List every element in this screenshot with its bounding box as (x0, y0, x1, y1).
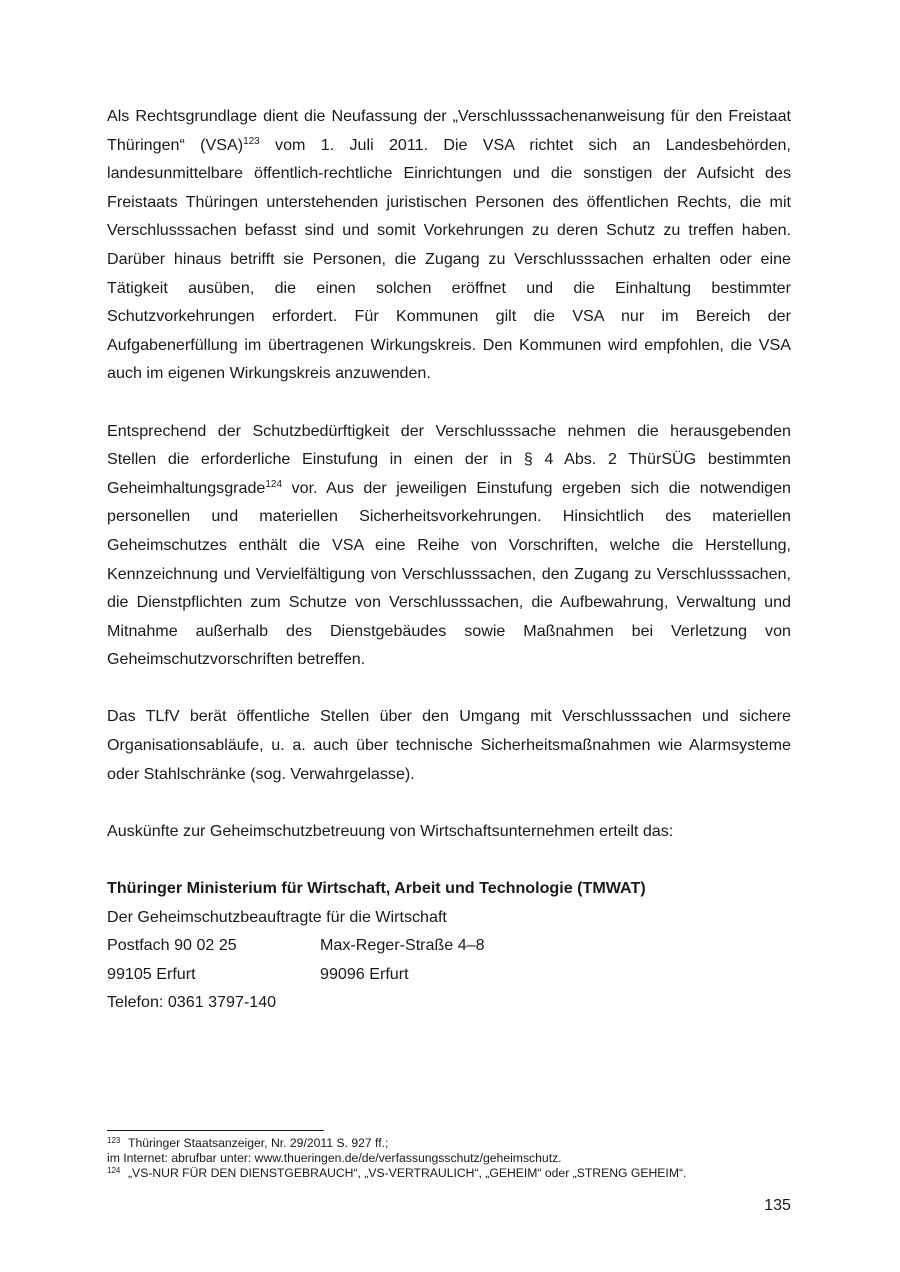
page-body (107, 102, 791, 1017)
page-number: 135 (764, 1196, 791, 1214)
address-department: Der Geheimschutzbeauftragte für die Wirtschaft (107, 907, 447, 926)
paragraph-classification (107, 417, 791, 674)
address-row (107, 931, 791, 960)
paragraph-info-intro: Auskünfte zur Geheimschutzbetreuung von Wirtschaftsunternehmen erteilt das: (107, 821, 674, 840)
footnote-text: „VS-NUR FÜR DEN DIENSTGEBRAUCH“, „VS-VERTRAULICH“, „GEHEIM“ oder „STRENG GEHEIM“. (128, 1166, 687, 1180)
address-organization: Thüringer Ministerium für Wirtschaft, Arbeit und Technologie (TMWAT) (107, 879, 646, 898)
paragraph-spacer (107, 788, 791, 817)
paragraph-spacer (107, 674, 791, 703)
address-po-city: 99105 Erfurt (107, 964, 196, 983)
paragraph-legal-basis (107, 102, 791, 388)
footnote-123: 123 Thüringer Staatsanzeiger, Nr. 29/2011 S. 927 ff.; (107, 1136, 389, 1150)
paragraph-text: vor. Aus der jeweiligen Einstufung ergeben sich die notwendigen personellen und materiellen Sicherheitsvorkehrungen. Hinsichtlich des materiellen Geheimschutzes enthält die VSA eine Reihe von Vorschriften, welche die Herstellung, Kennzeichnung und Vervielfältigung von Verschlusssachen, den Zugang zu Verschlusssachen, die Dienstpflichten zum Schutze von Verschlusssachen, die Aufbewahrung, Verwaltung und Mitnahme außerhalb des Dienstgebäudes sowie Maßnahmen bei Verletzung von Geheimschutzvorschriften betreffen. (107, 478, 791, 669)
footnote-text: Thüringer Staatsanzeiger, Nr. 29/2011 S. 927 ff.; (128, 1136, 389, 1150)
footnote-reference[interactable]: 123 (243, 135, 260, 147)
address-street-city: 99096 Erfurt (320, 964, 409, 983)
paragraph-spacer (107, 388, 791, 417)
paragraph-spacer (107, 845, 791, 874)
address-street: Max-Reger-Straße 4–8 (320, 936, 485, 955)
paragraph-text: Als Rechtsgrundlage dient die Neufassung der „Verschlusssachenanweisung für den Freistaat Thüringen“ (VSA) (107, 107, 791, 154)
paragraph-tlfv-advice: Das TLfV berät öffentliche Stellen über den Umgang mit Verschlusssachen und sichere Organisationsabläufe, u. a. auch über technische Sicherheitsmaßnahmen wie Alarmsysteme oder Stahlschränke (sog. Verwahrgelasse). (107, 707, 791, 783)
footnote-124: 124 „VS-NUR FÜR DEN DIENSTGEBRAUCH“, „VS-VERTRAULICH“, „GEHEIM“ oder „STRENG GEHEIM“. (107, 1166, 687, 1180)
address-po-box: Postfach 90 02 25 (107, 936, 237, 955)
footnote-123-continuation (107, 1151, 791, 1166)
footnote-divider (107, 1130, 324, 1131)
contact-address (107, 874, 791, 1017)
paragraph-text: Entsprechend der Schutzbedürftigkeit der Verschlusssache nehmen die herausgebenden Stellen die erforderliche Einstufung in einen der in § 4 Abs. 2 ThürSÜG bestimmten Geheimhaltungsgrade (107, 421, 791, 497)
address-phone: Telefon: 0361 3797-140 (107, 993, 277, 1012)
footnote-reference[interactable]: 124 (265, 478, 283, 490)
paragraph-text: vom 1. Juli 2011. Die VSA richtet sich an Landesbehörden, landesunmittelbare öffentlich-rechtliche Einrichtungen und die sonstigen der Aufsicht des Freistaats Thüringen unterstehenden juristischen Personen des öffentlichen Rechts, die mit Verschlusssachen befasst sind und somit Vorkehrungen zu deren Schutz zu treffen haben. Darüber hinaus betrifft sie Personen, die Zugang zu Verschlusssachen erhalten oder eine Tätigkeit ausüben, die einen solchen eröffnet und die Einhaltung bestimmter Schutzvorkehrungen erfordert. Für Kommunen gilt die VSA nur im Bereich der Aufgabenerfüllung im übertragenen Wirkungskreis. Den Kommunen wird empfohlen, die VSA auch im eigenen Wirkungskreis anzuwenden. (107, 135, 791, 383)
footnote-text: im Internet: abrufbar unter: www.thueringen.de/de/verfassungsschutz/geheimschutz. (107, 1151, 562, 1165)
address-row (107, 960, 791, 989)
footnotes-section (107, 1130, 791, 1181)
